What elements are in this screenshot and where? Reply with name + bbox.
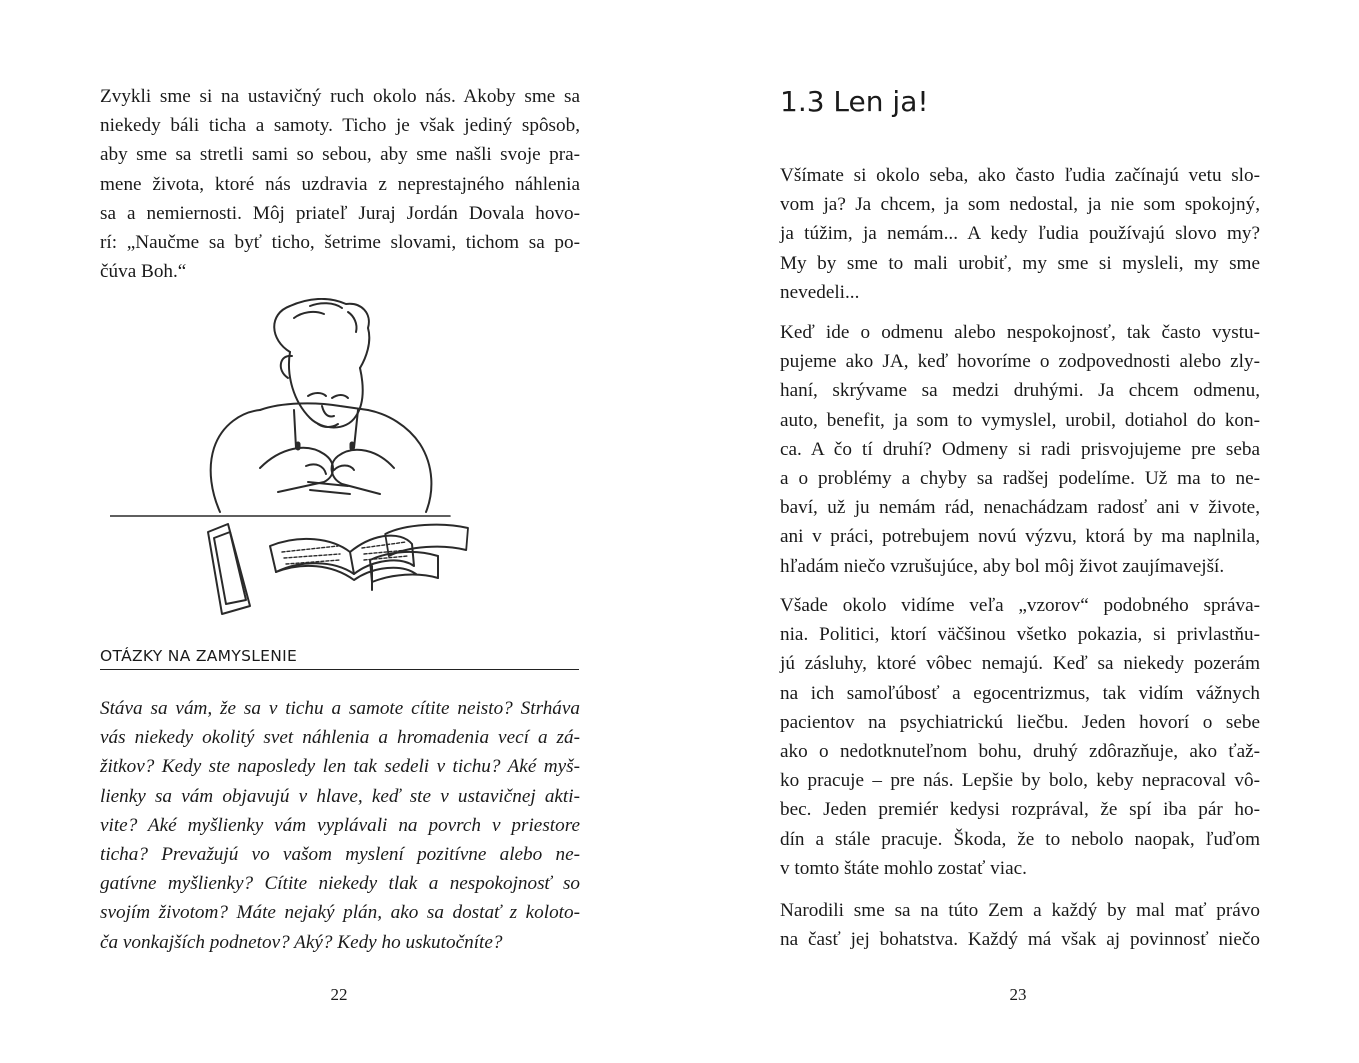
- text-line: nevedeli...: [780, 281, 860, 303]
- questions-heading: OTÁZKY NA ZAMYSLENIE: [100, 646, 579, 670]
- text-line: ako o nedotknuteľnom bohu, druhý zdôrazňuje, ako ťaž-: [780, 741, 1260, 763]
- page-number: 22: [330, 985, 348, 1004]
- text-line: mene života, ktoré nás uzdravia z neprestajného náhlenia: [100, 173, 580, 195]
- text-line: niekedy báli ticha a samoty. Ticho je však jediný spôsob,: [100, 115, 580, 137]
- text-line: bec. Jeden premiér kedysi rozprával, že spí iba pár ho-: [780, 799, 1260, 821]
- text-line: Keď ide o odmenu alebo nespokojnosť, tak často vystu-: [780, 322, 1260, 343]
- text-line: na časť jej bohatstva. Každý má však aj povinnosť niečo: [780, 929, 1260, 951]
- chapter-heading: 1.3 Len ja!: [780, 85, 929, 118]
- text-line: čúva Boh.“: [100, 261, 187, 283]
- text-line: haní, skrývame sa medzi druhými. Ja chcem odmenu,: [780, 380, 1260, 402]
- reading-boy-illustration: [110, 298, 470, 620]
- text-line: gatívne myšlienky? Cítite niekedy tlak a nespokojnosť so: [100, 873, 580, 895]
- paragraph: [780, 161, 1260, 307]
- text-line: vom ja? Ja chcem, ja som nedostal, ja nie som spokojný,: [780, 194, 1260, 216]
- text-line: rí: „Naučme sa byť ticho, šetrime slovami, tichom sa po-: [100, 232, 580, 254]
- intro-paragraph: [100, 82, 580, 286]
- text-line: jú zásluhy, ktoré vôbec nemajú. Keď sa niekedy pozerám: [780, 653, 1260, 675]
- text-line: Všade okolo vidíme veľa „vzorov“ podobného správa-: [780, 595, 1260, 616]
- text-line: Stáva sa vám, že sa v tichu a samote cítite neisto? Strháva: [100, 698, 580, 719]
- text-line: Všímate si okolo seba, ako často ľudia začínajú vetu slo-: [780, 165, 1260, 186]
- text-line: pacientov na psychiatrickú liečbu. Jeden hovorí o sebe: [780, 711, 1260, 733]
- text-line: v tomto štáte mohlo zostať viac.: [780, 857, 1027, 879]
- right-page: [680, 0, 1359, 1063]
- text-line: ja túžim, ja nemám... A kedy ľudia používajú slovo my?: [780, 223, 1260, 245]
- text-line: ticha? Prevažujú vo vašom myslení pozitívne alebo ne-: [100, 844, 580, 866]
- text-line: ko pracuje – pre nás. Lepšie by bolo, keby nepracoval vô-: [780, 770, 1260, 792]
- paragraph: [780, 318, 1260, 581]
- text-line: ani v práci, potrebujem novú výzvu, ktorá by ma naplnila,: [780, 526, 1260, 548]
- text-line: My by sme to mali urobiť, my sme si mysleli, my sme: [780, 252, 1260, 274]
- left-page: [0, 0, 679, 1063]
- text-line: baví, už ju nemám rád, nenachádzam radosť ani v živote,: [780, 497, 1260, 519]
- text-line: hľadám niečo vzrušujúce, aby bol môj život zaujímavejší.: [780, 555, 1225, 577]
- text-line: žitkov? Kedy ste naposledy len tak sedeli v tichu? Aké myš-: [100, 756, 580, 778]
- text-line: dín a stále pracuje. Škoda, že to nebolo naopak, ľuďom: [780, 828, 1260, 850]
- text-line: svojím životom? Máte nejaký plán, ako sa dostať z koloto-: [100, 902, 580, 924]
- text-line: ca. A čo tí druhí? Odmeny si radi prisvojujeme pre seba: [780, 438, 1260, 460]
- text-line: sa a nemiernosti. Môj priateľ Juraj Jordán Dovala hovo-: [100, 202, 580, 224]
- paragraph: [780, 591, 1260, 883]
- text-line: na ich samoľúbosť a egocentrizmus, tak vidím vážnych: [780, 682, 1260, 704]
- text-line: vás niekedy okolitý svet náhlenia a hromadenia vecí a zá-: [100, 727, 580, 749]
- questions-paragraph: [100, 694, 580, 957]
- text-line: auto, benefit, ja som to vymyslel, urobil, dotiahol do kon-: [780, 409, 1260, 431]
- text-line: pujeme ako JA, keď hovoríme o zodpovednosti alebo zly-: [780, 351, 1260, 373]
- text-line: vite? Aké myšlienky vám vyplávali na povrch v priestore: [100, 814, 580, 836]
- text-line: aby sme sa stretli sami so sebou, aby sme našli svoje pra-: [100, 144, 580, 166]
- page-number: 23: [1009, 985, 1027, 1004]
- text-line: nia. Politici, ktorí väčšinou všetko pokazia, si privlastňu-: [780, 624, 1260, 646]
- text-line: Zvykli sme si na ustavičný ruch okolo nás. Akoby sme sa: [100, 86, 580, 107]
- text-line: a o problémy a chyby sa radšej podelíme. Už ma to ne-: [780, 468, 1260, 490]
- paragraph: [780, 896, 1260, 954]
- text-line: lienky sa vám objavujú v hlave, keď ste v ustavičnej akti-: [100, 785, 580, 807]
- text-line: Narodili sme sa na túto Zem a každý by mal mať právo: [780, 900, 1260, 921]
- text-line: ča vonkajších podnetov? Aký? Kedy ho uskutočníte?: [100, 931, 503, 953]
